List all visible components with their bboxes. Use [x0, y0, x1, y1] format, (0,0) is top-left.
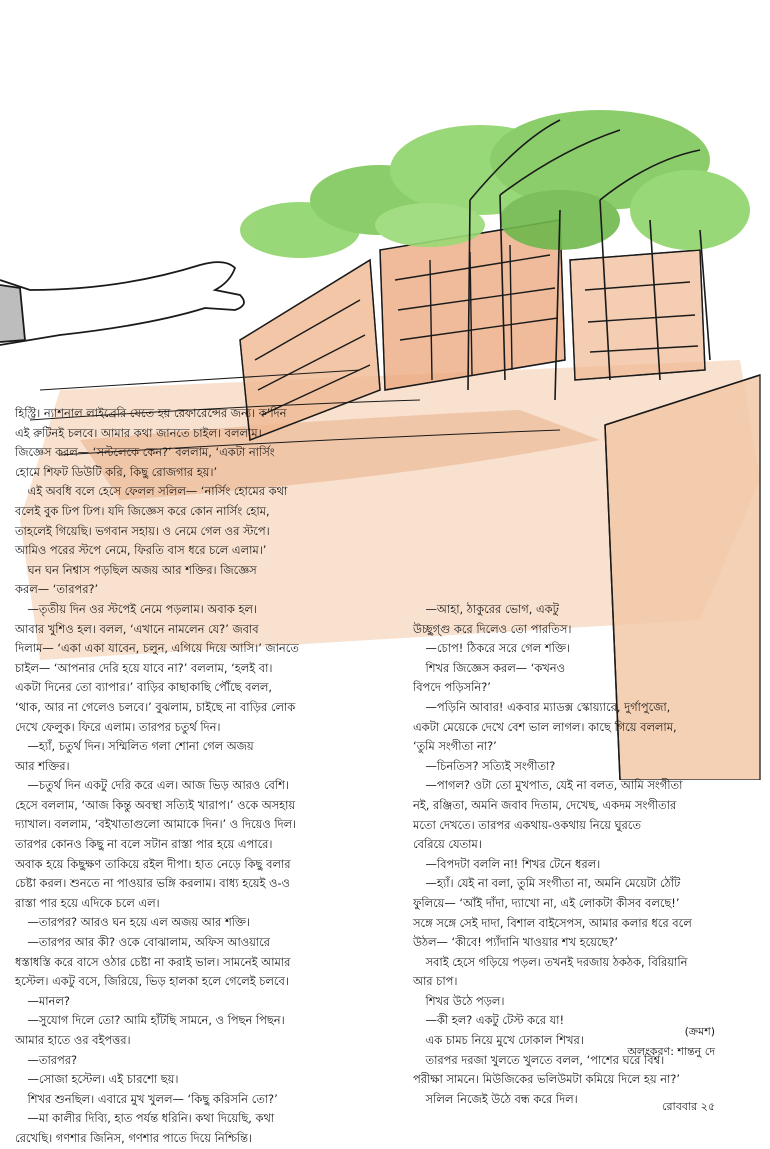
text-line: —কী হল? একটু টেস্ট করে যা!	[425, 1013, 565, 1028]
text-line: চাইল— ‘আপনার দেরি হয়ে যাবে না?’ বললাম, ‘হলই বা।	[15, 660, 273, 675]
text-line: তারপর কোনও কিছু না বলে সটান রাস্তা পার হয়ে এপারে।	[15, 837, 273, 852]
text-line: সলিল নিজেই উঠে বন্ধ করে দিল।	[425, 1091, 578, 1106]
text-line: —তারপর?	[27, 1052, 78, 1067]
text-line: আর শক্তির।	[15, 758, 70, 773]
text-line: ‘থাক, আর না গেলেও চলবে।’ বুঝলাম, চাইছে না বাড়ির লোক	[15, 699, 296, 714]
continued-mark: (ক্রমশ)	[684, 1025, 715, 1038]
text-line: —হ্যাঁ। যেই না বলা, তুমি সংগীতা না, অমনি মেয়েটা ঠোঁট	[425, 876, 681, 891]
text-line: ফুলিয়ে— ‘আঁই দাঁদা, দ্যাখো না, এই লোকটা কীসব বলছে!’	[413, 895, 680, 910]
text-line: শিখর শুনছিল। এবারে মুখ খুলল— ‘কিছু করিসনি তো?’	[27, 1091, 278, 1106]
text-line: উঠল— ‘কীবে! প্যাঁদানি খাওয়ার শখ হয়েছে?’	[413, 935, 619, 950]
text-line: —সোজা হস্টেল। এই চারশো ছয়।	[27, 1072, 179, 1087]
text-line: —আহা, ঠাকুরের ভোগ, একটু	[425, 602, 559, 616]
text-line: করল— ‘তারপর?’	[15, 582, 99, 597]
text-line: —পড়িনি আবার! একবার ম্যাডক্স স্কোয়্যারে, দুর্গাপুজো,	[425, 699, 671, 714]
hand-sketch	[0, 262, 244, 345]
text-line: হিস্ট্রি। ন্যাশনাল লাইব্রেরি যেতে হয় রেফারেন্সের জন্য। ক’দিন	[15, 406, 287, 420]
text-line: বিপদে পড়িসনি?’	[413, 680, 491, 695]
text-line: —চতুর্থ দিন একটু দেরি করে এল। আজ ভিড় আরও বেশি।	[27, 778, 289, 793]
text-line: নই, রঞ্জিতা, অমনি জবাব দিতাম, দেখেছ, একদম সংগীতার	[413, 797, 677, 812]
text-line: একটা দিনের তো ব্যাপার।’ বাড়ির কাছাকাছি পৌঁছে বলল,	[15, 680, 273, 695]
text-line: তাহলেই গিয়েছি। ভগবান সহায়। ও নেমে গেল ওর স্টপে।	[15, 523, 270, 538]
text-line: —হ্যাঁ, চতুর্থ দিন। সম্মিলিত গলা শোনা গেল অজয়	[27, 739, 254, 754]
text-line: আমার হাতে ওর বইপত্তর।	[15, 1033, 131, 1047]
building-right	[570, 250, 705, 380]
text-line: দ্যাখাল। বললাম, ‘বইখাতাগুলো আমাকে দিন।’ ও দিয়েও দিল।	[15, 817, 297, 832]
text-line: —চিনতিস? সত্যিই সংগীতা?	[425, 758, 556, 773]
text-line: এই অবধি বলে হেসে ফেলল সলিল— ‘নার্সিং হোমের কথা	[27, 484, 288, 499]
text-line: তারপর দরজা খুলতে খুলতে বলল, ‘পাশের ঘরে বিশ্ব।	[425, 1052, 665, 1067]
text-column-left	[15, 404, 415, 1149]
text-line: মতো দেখতে। তারপর একথায়-ওকথায় নিয়ে ঘুরতে	[413, 817, 641, 832]
text-line: রাস্তা পার হয়ে এদিকে চলে এল।	[15, 895, 160, 910]
text-line: হেসে বললাম, ‘আজ কিন্তু অবস্থা সত্যিই খারাপ।’ ওকে অসহায়	[15, 797, 296, 812]
text-line: ‘তুমি সংগীতা না?’	[413, 739, 497, 754]
text-line: —মা কালীর দিব্যি, হাত পর্যন্ত ধরিনি। কথা দিয়েছি, কথা	[27, 1111, 275, 1126]
text-line: একটা মেয়েকে দেখে বেশ ভাল লাগল। কাছে গিয়ে বললাম,	[413, 719, 677, 734]
text-line: ধস্তাধস্তি করে বাসে ওঠার চেষ্টা না করাই ভাল। সামনেই আমার	[15, 954, 291, 969]
text-line: হোমে শিফট ডিউটি করি, কিছু রোজগার হয়।’	[15, 464, 218, 479]
text-line: আর চাপ।	[413, 974, 458, 989]
text-line: —তারপর? আরও ঘন হয়ে এল অজয় আর শক্তি।	[27, 915, 251, 930]
text-line: আবার খুশিও হল। বলল, ‘এখানে নামলেন যে?’ জবাব	[15, 621, 259, 636]
text-line: বলেই বুক ঢিপ ঢিপ। যদি জিজ্ঞেস করে কোন নার্সিং হোম,	[15, 503, 270, 518]
text-line: সঙ্গে সঙ্গে সেই দাদা, বিশাল বাইসেপস, আমার কলার ধরে বলে	[413, 915, 692, 930]
text-line: আমিও পরের স্টপে নেমে, ফিরতি বাস ধরে চলে এলাম।’	[15, 543, 267, 558]
text-line: পরীক্ষা সামনে। মিউজিকের ভলিউমটা কমিয়ে দিলে হয় না?’	[413, 1072, 681, 1087]
page-footer: রোববার ২৫	[662, 1100, 715, 1113]
text-line: উচ্ছুগ্গু করে দিলেও তো পারতিস।	[413, 621, 572, 636]
text-line: —পাগল? ওটা তো মুখপাত, যেই না বলত, আমি সংগীতা	[425, 778, 683, 793]
text-line: —তারপর আর কী? ওকে বোঝালাম, অফিস আওয়ারে	[27, 935, 270, 950]
text-line: হস্টেল। একটু বসে, জিরিয়ে, ভিড় হালকা হলে গেলেই চলবে।	[15, 974, 289, 989]
text-line: রেখেছি। গণশার জিনিস, গণশার পাতে দিয়ে নিশ্চিন্তি।	[15, 1130, 253, 1145]
text-line: —বিপদটা বললি না! শিখর টেনে ধরল।	[425, 856, 601, 871]
text-line: অবাক হয়ে কিছুক্ষণ তাকিয়ে রইল দীপা। হাত নেড়ে কিছু বলার	[15, 856, 291, 871]
text-line: —মানল?	[27, 993, 70, 1008]
text-line: ঘন ঘন নিশ্বাস পড়ছিল অজয় আর শক্তির। জিজ্ঞেস	[27, 562, 257, 577]
text-line: দেখে ফেলুক। ফিরে এলাম। তারপর চতুর্থ দিন।	[15, 719, 221, 734]
text-line: এই রুটিনই চলবে। আমার কথা জানতে চাইল। বললাম।	[15, 425, 262, 440]
text-line: শিখর উঠে পড়ল।	[425, 993, 505, 1008]
text-line: —চোপ! ঠিকরে সরে গেল শক্তি।	[425, 641, 571, 656]
text-line: এক চামচ নিয়ে মুখে ঢোকাল শিখর।	[425, 1033, 584, 1048]
text-line: —তৃতীয় দিন ওর স্টপেই নেমে পড়লাম। অবাক হল।	[27, 601, 257, 616]
text-line: শিখর জিজ্ঞেস করল— ‘কখনও	[425, 660, 565, 675]
text-line: চেষ্টা করল। শুনতে না পাওয়ার ভঙ্গি করলাম। বাধ্য হয়েই ও-ও	[15, 876, 290, 891]
text-line: বেরিয়ে যেতাম।	[413, 837, 482, 852]
text-line: জিজ্ঞেস করল— ‘সল্টলেকে কেন?’ বললাম, ‘একটা নার্সিং	[15, 445, 275, 460]
text-line: দিলাম— ‘একা একা যাবেন, চলুন, এগিয়ে দিয়ে আসি।’ জানতে	[15, 641, 299, 656]
illustration-credit: অলংকরণ: শান্তনু দে	[627, 1045, 715, 1058]
text-line: সবাই হেসে গড়িয়ে পড়ল। তখনই দরজায় ঠকঠক, বিরিয়ানি	[425, 954, 688, 969]
text-line: —সুযোগ দিলে তো? আমি হাঁটছি সামনে, ও পিছন পিছন।	[27, 1013, 285, 1028]
